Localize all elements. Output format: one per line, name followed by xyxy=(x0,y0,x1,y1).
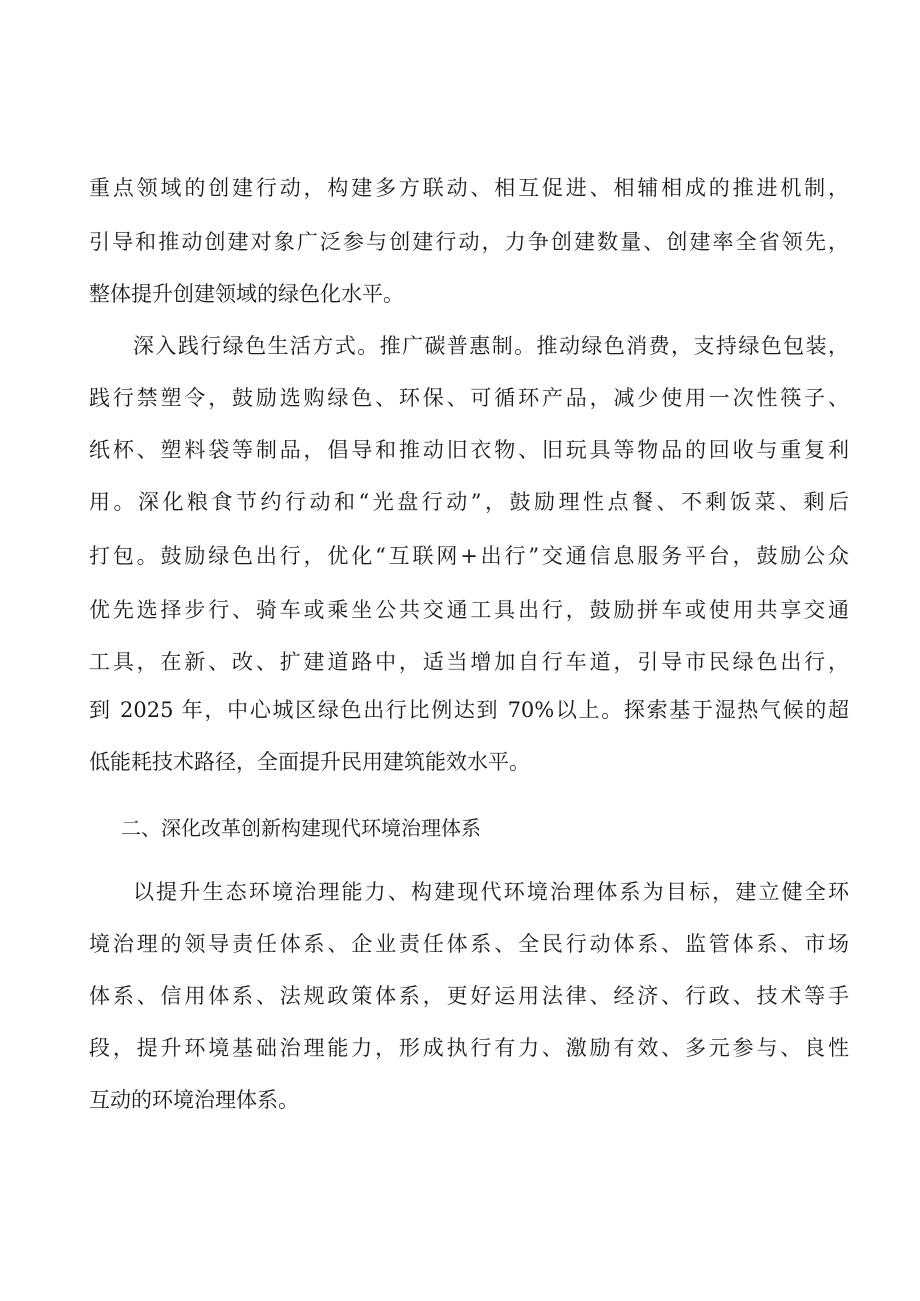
paragraph-line: 以提升生态环境治理能力、构建现代环境治理体系为目标，建立健全环 xyxy=(133,880,849,904)
paragraph-line: 整体提升创建领域的绿色化水平。 xyxy=(89,282,404,306)
paragraph-line: 到 2025 年，中心城区绿色出行比例达到 70%以上。探索基于湿热气候的超 xyxy=(89,698,849,722)
paragraph-line: 重点领域的创建行动，构建多方联动、相互促进、相辅相成的推进机制， xyxy=(89,176,849,200)
paragraph-line: 工具，在新、改、扩建道路中，适当增加自行车道，引导市民绿色出行， xyxy=(89,650,849,674)
paragraph-line: 纸杯、塑料袋等制品，倡导和推动旧衣物、旧玩具等物品的回收与重复利 xyxy=(89,438,849,462)
paragraph-line: 体系、信用体系、法规政策体系，更好运用法律、经济、行政、技术等手 xyxy=(89,984,849,1008)
paragraph-line: 打包。鼓励绿色出行，优化“互联网+出行”交通信息服务平台，鼓励公众 xyxy=(89,544,849,568)
paragraph-line: 深入践行绿色生活方式。推广碳普惠制。推动绿色消费，支持绿色包装， xyxy=(133,334,849,358)
paragraph-line: 低能耗技术路径，全面提升民用建筑能效水平。 xyxy=(89,750,530,774)
paragraph-line: 互动的环境治理体系。 xyxy=(89,1088,299,1112)
paragraph-line: 践行禁塑令，鼓励选购绿色、环保、可循环产品，减少使用一次性筷子、 xyxy=(89,386,849,410)
paragraph-line: 用。深化粮食节约行动和“光盘行动”，鼓励理性点餐、不剩饭菜、剩后 xyxy=(89,490,849,514)
section-heading: 二、深化改革创新构建现代环境治理体系 xyxy=(121,816,481,840)
paragraph-line: 境治理的领导责任体系、企业责任体系、全民行动体系、监管体系、市场 xyxy=(89,932,849,956)
paragraph-line: 段，提升环境基础治理能力，形成执行有力、激励有效、多元参与、良性 xyxy=(89,1036,849,1060)
paragraph-line: 优先选择步行、骑车或乘坐公共交通工具出行，鼓励拼车或使用共享交通 xyxy=(89,598,849,622)
paragraph-line: 引导和推动创建对象广泛参与创建行动，力争创建数量、创建率全省领先， xyxy=(89,230,849,254)
